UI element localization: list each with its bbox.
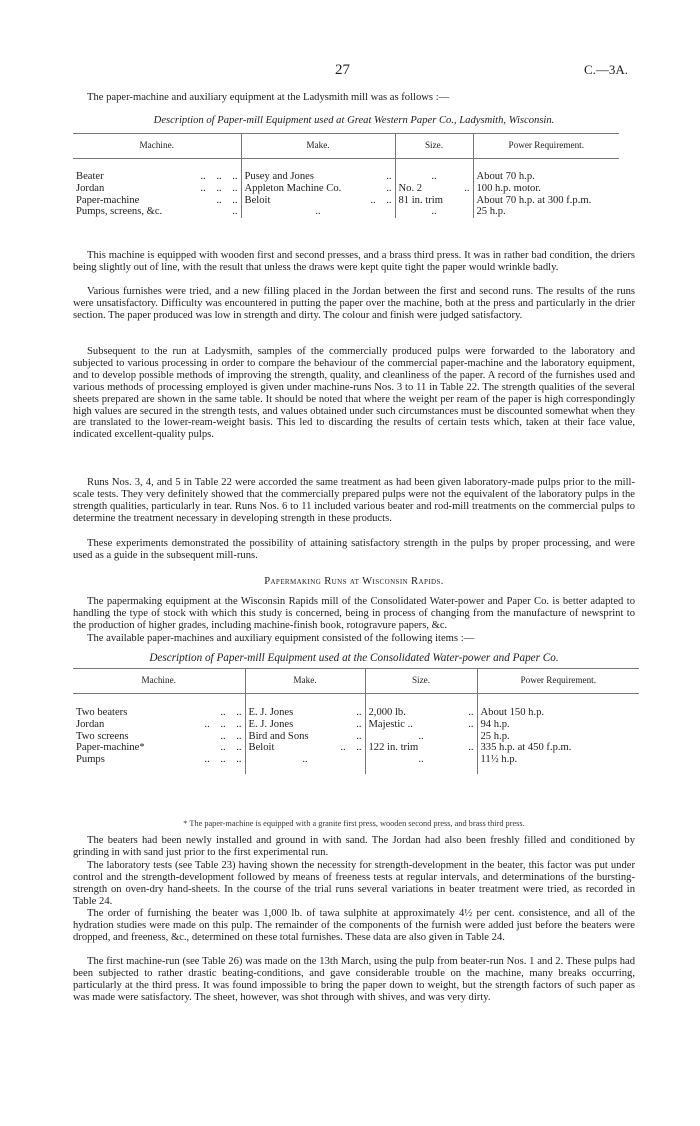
table1-cell-power: 100 h.p. motor.: [476, 182, 541, 194]
table2-cell-make: Beloit: [248, 742, 275, 754]
table2-cell-machine: Two screens: [76, 730, 129, 742]
table1-cell-size: 81 in. trim: [398, 194, 443, 206]
table2-cell-size: 2,000 lb.: [368, 707, 406, 718]
table-row: .. .. Two screens .. Bird and Sons .. 25 h.p.: [73, 731, 639, 743]
section-title: Papermaking Runs at Wisconsin Rapids.: [264, 576, 444, 587]
table2-cell-power: 11½ h.p.: [480, 754, 518, 766]
table-row: .. .. Two beaters .. E. J. Jones .. 2,000 lb. About 150 h.p.: [73, 707, 639, 719]
table1-cell-machine: Beater: [76, 171, 104, 182]
paragraph: The order of furnishing the beater was 1,000 lb. of tawa sulphite at approximately 4½ per cent. consistence, and all of the hydration studies were made on this pulp. The remainder of the components of the furnish were added just before the beaters were dropped, and freeness, &c., determined on these total furnishes. These data are also given in Table 24.: [73, 908, 635, 943]
table-row: .. .. .. Beater .. Pusey and Jones .. About 70 h.p.: [73, 171, 619, 183]
paragraph: The available paper-machines and auxiliary equipment consisted of the following items :—: [87, 633, 475, 644]
paragraph: The beaters had been newly installed and ground in with sand. The Jordan had also been freshly filled and conditioned by grinding in with sand just prior to the first experimental run.: [73, 835, 635, 858]
table2-header-make: Make.: [245, 669, 365, 694]
table2-footnote: * The paper-machine is equipped with a granite first press, wooden second press, and brass third press.: [183, 819, 525, 828]
paragraph: The papermaking equipment at the Wisconsin Rapids mill of the Consolidated Water-power and Paper Co. is better adapted to handling the type of stock with which this study is concerned, being in process of changing from the manufacture of newsprint to the production of higher grades, including machine-finish book, rotogravure papers, &c.: [73, 596, 635, 631]
table2-header-machine: Machine.: [73, 669, 245, 694]
table1-equipment: [73, 133, 619, 218]
table1-header-make: Make.: [241, 134, 395, 159]
table2-cell-size: Majestic: [368, 718, 405, 730]
table2-cell-make: ..: [302, 754, 308, 766]
table2-header-size: Size.: [365, 669, 477, 694]
table2-cell-machine: Two beaters: [76, 707, 128, 718]
intro-paragraph: The paper-machine and auxiliary equipment at the Ladysmith mill was as follows :—: [87, 92, 450, 103]
table2-equipment: [73, 668, 639, 774]
table1-cell-machine: Pumps, screens, &c.: [76, 206, 163, 218]
table2-cell-make: E. J. Jones: [248, 718, 294, 730]
table2-cell-power: About 150 h.p.: [480, 707, 545, 718]
table2-cell-power: 94 h.p.: [480, 718, 510, 730]
table2-cell-size: ..: [418, 730, 424, 742]
paragraph: The laboratory tests (see Table 23) having shown the necessity for strength-development in the beater, this factor was put under control and the strength-development followed by means of freeness tests at regular intervals, and determinations of the bursting-strength on oven-dry hand-sheets. In the course of the trial runs several variations in beater treatment were tried, as recorded in Table 24.: [73, 860, 635, 907]
paragraph: Various furnishes were tried, and a new filling placed in the Jordan between the first and second runs. The results of the runs were unsatisfactory. Difficulty was encountered in putting the paper over the machine, both at the press and particularly in the drier section. The paper produced was low in strength and dirty. The colour and finish were judged satisfactory.: [73, 286, 635, 321]
paragraph: Subsequent to the run at Ladysmith, samples of the commercially produced pulps were forwarded to the laboratory and subjected to various processing in order to compare the behaviour of the commercial paper-machine and the laboratory equipment, and to develop possible methods of improving the strength, quality, and cleanliness of the paper. A record of the furnishes used and various methods of processing employed is given under machine-runs Nos. 3 to 11 in Table 22. The strength qualities of the several sheets prepared are shown in the same table. It should be noted that where the weight per ream of the paper is high correspondingly high values are secured in the strength tests, and values obtained under such circumstances must be discounted somewhat when they are translated to the lower-ream-weight basis. This led to discarding the results of certain tests which, taken at their face value, indicated excellent-quality pulps.: [73, 346, 635, 441]
table2-cell-size: ..: [418, 754, 424, 766]
table2-cell-power: 25 h.p.: [480, 730, 510, 742]
table1-caption: Description of Paper-mill Equipment used at Great Western Paper Co., Ladysmith, Wisconsin.: [153, 115, 555, 126]
table2-caption: Description of Paper-mill Equipment used at the Consolidated Water-power and Paper Co.: [149, 652, 559, 664]
paragraph: The first machine-run (see Table 26) was made on the 13th March, using the pulp from beater-run Nos. 1 and 2. These pulps had been subjected to rather drastic beating-conditions, and gave considerable trouble on the machine, many breaks occurring, particularly at the third press. It was found impossible to bring the paper down to weight, but the strength factors of such paper as was made were satisfactory. The sheet, however, was shot through with shives, and was very dirty.: [73, 956, 635, 1003]
table1-cell-power: About 70 h.p. at 300 f.p.m.: [476, 194, 592, 206]
table2-cell-power: 335 h.p. at 450 f.p.m.: [480, 742, 572, 754]
table1-cell-make: Beloit: [244, 194, 271, 206]
table-row: .. .. .. Pumps .. .. 11½ h.p.: [73, 754, 639, 766]
table1-cell-size: ..: [431, 206, 437, 218]
page-number: 27: [335, 62, 350, 78]
table2-cell-machine: Jordan: [76, 718, 105, 730]
paragraph: This machine is equipped with wooden first and second presses, and a brass third press. It was in rather bad condition, the driers being slightly out of line, with the result that unless the draws were kept quite tight the paper would wrinkle badly.: [73, 250, 635, 273]
table1-cell-power: 25 h.p.: [476, 206, 506, 218]
table1-header-machine: Machine.: [73, 134, 241, 159]
table1-cell-size: No. 2: [398, 182, 423, 194]
table1-cell-make: Pusey and Jones: [244, 171, 314, 182]
paragraph: Runs Nos. 3, 4, and 5 in Table 22 were accorded the same treatment as had been given laboratory-made pulps prior to the mill-scale tests. They very definitely showed that the commercially prepared pulps were not the equivalent of the laboratory pulps in the strength qualities, particularly in tear. Runs Nos. 6 to 11 included various beater and rod-mill treatments on the commercial pulps to determine the treatment necessary in developing strength in these products.: [73, 477, 635, 524]
table-row: .. .. Paper-machine* .. .. Beloit .. 122 in. trim 335 h.p. at 450 f.p.m.: [73, 742, 639, 754]
table1-cell-make: Appleton Machine Co.: [244, 182, 342, 194]
table1-cell-machine: Paper-machine: [76, 194, 140, 206]
table2-cell-size: 122 in. trim: [368, 742, 419, 754]
document-code: C.—3A.: [583, 62, 628, 77]
table-row: .. Pumps, screens, &c. .. .. 25 h.p.: [73, 206, 619, 218]
table1-cell-size: ..: [431, 171, 437, 182]
table1-header-power: Power Requirement.: [473, 134, 619, 159]
table1-header-size: Size.: [395, 134, 473, 159]
table2-cell-machine: Pumps: [76, 754, 105, 766]
table-row: .. .. .. Jordan .. E. J. Jones .. Majestic .. 94 h.p.: [73, 719, 639, 731]
table1-cell-power: About 70 h.p.: [476, 171, 535, 182]
table2-cell-make: Bird and Sons: [248, 730, 309, 742]
table-row: .. .. .. Jordan .. Appleton Machine Co. .. No. 2 100 h.p. motor.: [73, 183, 619, 195]
table2-header-power: Power Requirement.: [477, 669, 639, 694]
table1-cell-make: ..: [315, 206, 321, 218]
table2-cell-machine: Paper-machine*: [76, 742, 145, 754]
table1-cell-machine: Jordan: [76, 182, 105, 194]
table-row: .. .. Paper-machine .. .. Beloit 81 in. trim About 70 h.p. at 300 f.p.m.: [73, 195, 619, 207]
table2-cell-make: E. J. Jones: [248, 707, 294, 718]
paragraph: These experiments demonstrated the possibility of attaining satisfactory strength in the pulps by proper processing, and were used as a guide in the subsequent mill-runs.: [73, 538, 635, 561]
